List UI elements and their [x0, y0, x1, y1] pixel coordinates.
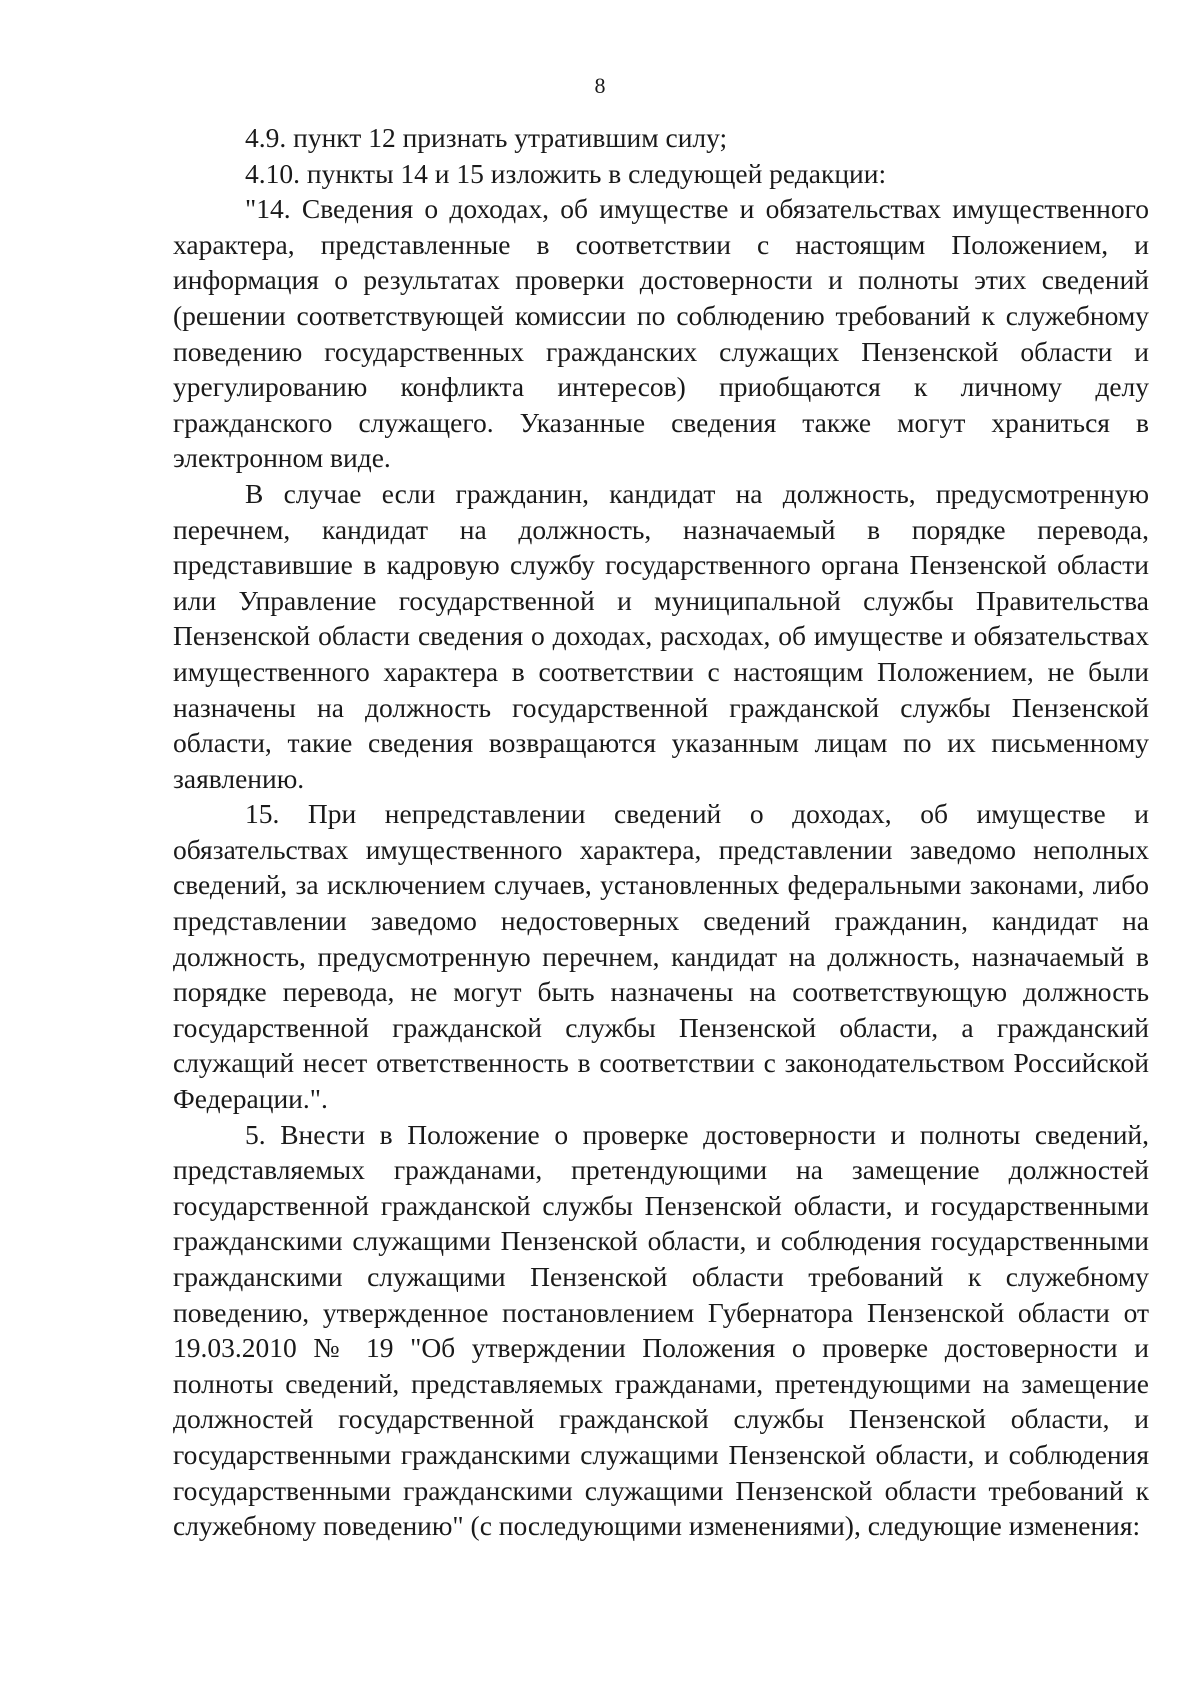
- paragraph-4-9: 4.9. пункт 12 признать утратившим силу;: [245, 122, 728, 153]
- paragraph-4-10: 4.10. пункты 14 и 15 изложить в следующей редакции:: [245, 157, 887, 189]
- paragraph-15: 15. При непредставлении сведений о доходах, об имуществе и обязательствах имущественного характера, представлении заведомо неполных сведений, за исключением случаев, установленных федеральными законами, либо представлении заведомо недостоверных сведений гражданин, кандидат на должность, предусмотренную перечнем, кандидат на должность, назначаемый в порядке перевода, не могут быть назначены на соответствующую должность государственной гражданской службы Пензенской области, а гражданский служащий несет ответственность в соответствии с законодательством Российской Федерации.".: [173, 798, 1149, 1115]
- paragraph-14-return: В случае если гражданин, кандидат на должность, предусмотренную перечнем, кандидат на должность, назначаемый в порядке перевода, представившие в кадровую службу государственного органа Пензенской области или Управление государственной и муниципальной службы Правительства Пензенской области сведения о доходах, расходах, об имуществе и обязательствах имущественного характера в соответствии с настоящим Положением, не были назначены на должность государственной гражданской службы Пензенской области, такие сведения возвращаются указанным лицам по их письменному заявлению.: [173, 477, 1149, 794]
- paragraph-5: 5. Внести в Положение о проверке достоверности и полноты сведений, представляемых гражданами, претендующими на замещение должностей государственной гражданской службы Пензенской области, и государственными гражданскими служащими Пензенской области, и соблюдения государственными гражданскими служащими Пензенской области требований к служебному поведению, утвержденное постановлением Губернатора Пензенской области от 19.03.2010 № 19 "Об утверждении Положения о проверке достоверности и полноты сведений, представляемых гражданами, претендующими на замещение должностей государственной гражданской службы Пензенской области, и государственными гражданскими служащими Пензенской области, и соблюдения государственными гражданскими служащими Пензенской области требований к служебному поведению" (с последующими изменениями), следующие изменения:: [173, 1118, 1149, 1542]
- page-number: 8: [594, 73, 606, 98]
- paragraph-14: "14. Сведения о доходах, об имуществе и обязательствах имущественного характера, представленные в соответствии с настоящим Положением, и информация о результатах проверки достоверности и полноты этих сведений (решении соответствующей комиссии по соблюдению требований к служебному поведению государственных гражданских служащих Пензенской области и урегулированию конфликта интересов) приобщаются к личному делу гражданского служащего. Указанные сведения также могут храниться в электронном виде.: [173, 193, 1149, 474]
- document-body: [173, 120, 1149, 1544]
